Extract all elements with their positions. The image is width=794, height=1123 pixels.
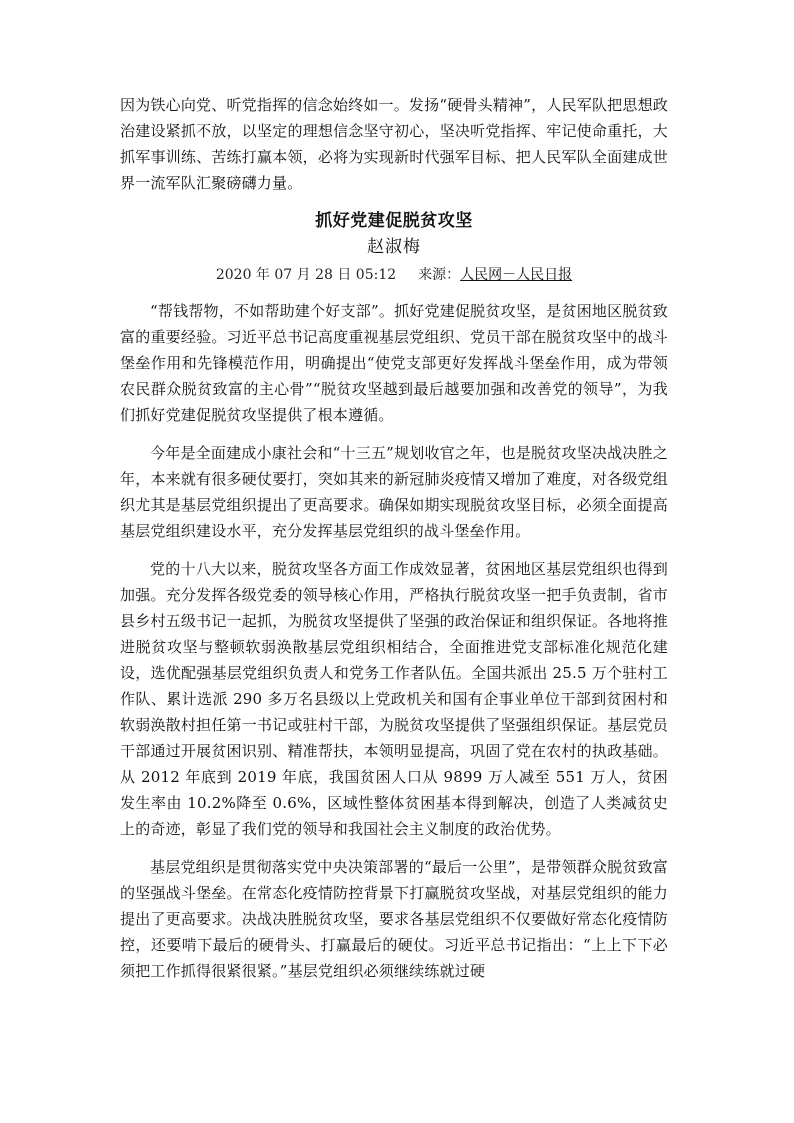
intro-paragraph: 因为铁心向党、听党指挥的信念始终如一。发扬“硬骨头精神”，人民军队把思想政治建设紧抓不放，以坚定的理想信念坚守初心，坚决听党指挥、牢记使命重托，大抓军事训练、苦练打赢本领，必将为实现新时代强军目标、把人民军队全面建成世界一流军队汇聚磅礴力量。 — [120, 96, 668, 192]
document-page — [120, 92, 668, 984]
article-author: 赵淑梅 — [367, 237, 421, 257]
body-paragraph: 党的十八大以来，脱贫攻坚各方面工作成效显著，贫困地区基层党组织也得到加强。充分发挥各级党委的领导核心作用，严格执行脱贫攻坚一把手负责制，省市县乡村五级书记一起抓，为脱贫攻坚提供了坚强的政治保证和组织保证。各地将推进脱贫攻坚与整顿软弱涣散基层党组织相结合，全面推进党支部标准化规范化建设，选优配强基层党组织负责人和党务工作者队伍。全国共派出 25.5 万个驻村工作队、累计选派 290 多万名县级以上党政机关和国有企事业单位干部到贫困村和软弱涣散村担任第一书记或驻村干部，为脱贫攻坚提供了坚强组织保证。基层党员干部通过开展贫困识别、精准帮扶，本领明显提高，巩固了党在农村的执政基础。从 2012 年底到 2019 年底，我国贫困人口从 9899 万人减至 551 万人，贫困发生率由 10.2%降至 0.6%，区域性整体贫困基本得到解决，创造了人类减贫史上的奇迹，彰显了我们党的领导和我国社会主义制度的政治优势。 — [120, 560, 668, 838]
source-link[interactable]: 人民网－人民日报 — [460, 267, 573, 283]
body-paragraph: 今年是全面建成小康社会和“十三五”规划收官之年，也是脱贫攻坚决战决胜之年，本来就有很多硬仗要打，突如其来的新冠肺炎疫情又增加了难度，对各级党组织尤其是基层党组织提出了更高要求。确保如期实现脱贫攻坚目标，必须全面提高基层党组织建设水平，充分发挥基层党组织的战斗堡垒作用。 — [120, 444, 668, 540]
article-title: 抓好党建促脱贫攻坚 — [315, 211, 473, 231]
body-paragraph: “帮钱帮物，不如帮助建个好支部”。抓好党建促脱贫攻坚，是贫困地区脱贫致富的重要经验。习近平总书记高度重视基层党组织、党员干部在脱贫攻坚中的战斗堡垒作用和先锋模范作用，明确提出“使党支部更好发挥战斗堡垒作用，成为带领农民群众脱贫致富的主心骨”“脱贫攻坚越到最后越要加强和改善党的领导”，为我们抓好党建促脱贫攻坚提供了根本遵循。 — [120, 302, 668, 424]
source-label: 来源： — [418, 267, 461, 283]
article-meta — [120, 260, 668, 290]
article-date: 2020 年 07 月 28 日 05:12 — [215, 267, 397, 283]
body-paragraph: 基层党组织是贯彻落实党中央决策部署的“最后一公里”，是带领群众脱贫致富的坚强战斗堡垒。在常态化疫情防控背景下打赢脱贫攻坚战，对基层党组织的能力提出了更高要求。决战决胜脱贫攻坚，要求各基层党组织不仅要做好常态化疫情防控，还要啃下最后的硬骨头、打赢最后的硬仗。习近平总书记指出：“上上下下必须把工作抓得很紧很紧。”基层党组织必须继续练就过硬 — [120, 858, 668, 980]
